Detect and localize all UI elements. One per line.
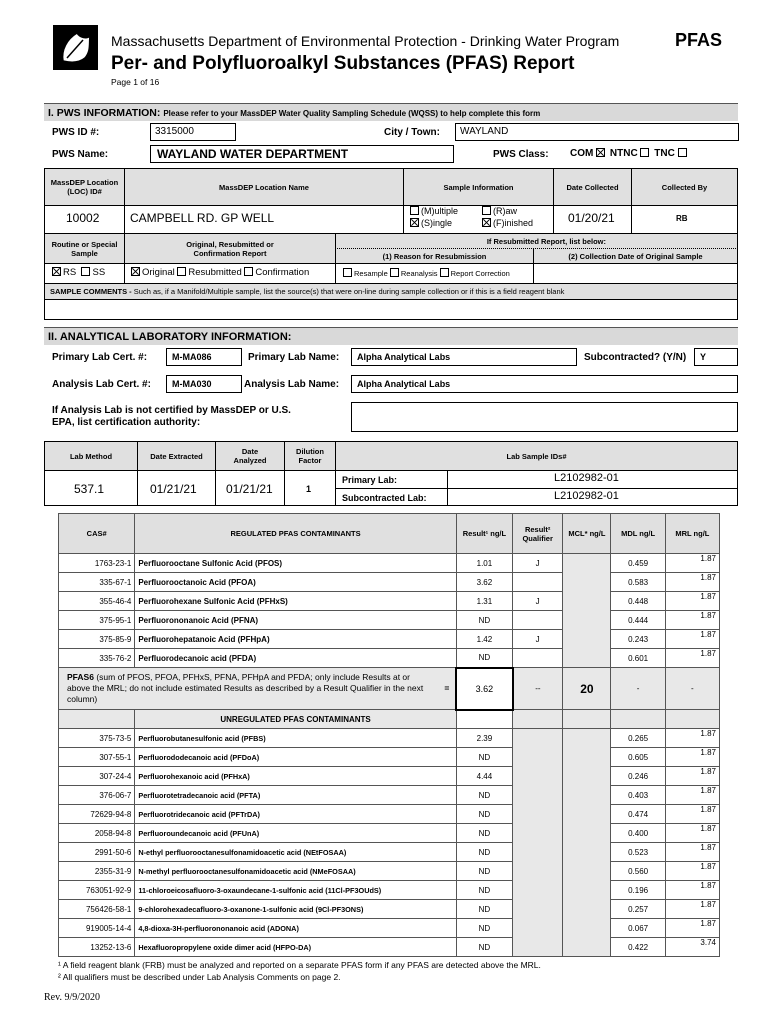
orig-date-header: (2) Collection Date of Original Sample [568, 251, 703, 261]
mdl-value: 0.583 [611, 573, 665, 592]
contaminant-name: 9-chlorohexadecafluoro-3-oxanone-1-sulfonic acid (9Cl-PF3ONS) [135, 900, 456, 919]
contaminant-name: Perfluorooctane Sulfonic Acid (PFOS) [135, 554, 456, 573]
resubmitted-header: If Resubmitted Report, list below: [486, 236, 606, 246]
result-value[interactable]: ND [456, 824, 512, 843]
original-label: Original [142, 267, 175, 278]
contaminant-name: Perfluoroundecanoic acid (PFUnA) [135, 824, 456, 843]
raw-checkbox[interactable] [482, 206, 491, 215]
unregulated-row [59, 767, 720, 786]
cas-number: 375-73-5 [59, 729, 135, 748]
multiple-label: (M)ultiple [421, 206, 459, 216]
pws-name-field[interactable] [150, 145, 454, 163]
reanalysis-checkbox[interactable] [390, 268, 399, 277]
pws-name-label: PWS Name: [52, 149, 109, 160]
leaf-icon [53, 25, 98, 70]
sample-multiple[interactable] [410, 206, 458, 216]
page-title: Per- and Polyfluoroalkyl Substances (PFAS) Report [111, 53, 575, 74]
unregulated-row [59, 843, 720, 862]
contaminant-name: Perfluorononanoic Acid (PFNA) [135, 611, 456, 630]
rs-checkbox[interactable] [52, 267, 61, 276]
sample-finished[interactable] [482, 218, 533, 228]
pfas6-mdl: - [611, 668, 665, 710]
pfas6-label: PFAS6 [67, 672, 94, 682]
mrl-value: 1.87 [665, 862, 719, 881]
cas-number: 376-06-7 [59, 786, 135, 805]
contaminant-name: N-ethyl perfluorooctanesulfonamidoacetic acid (NEtFOSAA) [135, 843, 456, 862]
date-analyzed-header: Date Analyzed [233, 447, 267, 465]
unregulated-row [59, 824, 720, 843]
class-tnc-label: TNC [654, 148, 675, 159]
cas-number: 72629-94-8 [59, 805, 135, 824]
pws-id-field[interactable] [150, 123, 236, 141]
rs-label: RS [63, 267, 77, 278]
mrl-value: 3.74 [665, 938, 719, 957]
contaminant-name: Perfluorododecanoic acid (PFDoA) [135, 748, 456, 767]
result-value[interactable]: ND [456, 900, 512, 919]
dilution-header: Dilution Factor [296, 447, 324, 465]
regulated-row [59, 592, 720, 611]
reason-header: (1) Reason for Resubmission [382, 251, 487, 261]
analysis-cert-value: M-MA030 [172, 379, 212, 389]
unregulated-row [59, 729, 720, 748]
cas-number: 307-55-1 [59, 748, 135, 767]
unregulated-header: UNREGULATED PFAS CONTAMINANTS [135, 710, 456, 729]
ss-label: SS [92, 267, 106, 278]
mdl-value: 0.560 [611, 862, 665, 881]
analysis-name-value: Alpha Analytical Labs [357, 379, 451, 389]
mrl-value: 1.87 [665, 630, 719, 649]
routine-header: Routine or Special Sample [51, 239, 118, 258]
contaminant-name: Perfluorodecanoic acid (PFDA) [135, 649, 456, 668]
pfas6-mcl: 20 [563, 668, 611, 710]
loc-name-value[interactable]: CAMPBELL RD. GP WELL [130, 211, 275, 225]
pws-class-label: PWS Class: [493, 149, 549, 160]
massdep-logo [53, 25, 98, 70]
class-ntnc-checkbox[interactable] [640, 148, 649, 157]
cas-number: 919005-14-4 [59, 919, 135, 938]
mdl-header: MDL ng/L [611, 514, 665, 554]
resample-label: Resample [354, 269, 388, 278]
cas-number: 13252-13-6 [59, 938, 135, 957]
date-extracted-value[interactable]: 01/21/21 [150, 482, 197, 496]
pws-class-options[interactable] [570, 148, 689, 159]
pfas6-result[interactable]: 3.62 [456, 668, 512, 710]
mrl-value: 1.87 [665, 573, 719, 592]
contaminant-name: Hexafluoropropylene oxide dimer acid (HFPO-DA) [135, 938, 456, 957]
unregulated-row [59, 938, 720, 957]
analysis-name-label: Analysis Lab Name: [244, 379, 340, 390]
mdl-value: 0.474 [611, 805, 665, 824]
resample-checkbox[interactable] [343, 268, 352, 277]
result-value[interactable]: 1.01 [456, 554, 512, 573]
mdl-value: 0.067 [611, 919, 665, 938]
unregulated-row [59, 862, 720, 881]
section-lab-header: II. ANALYTICAL LABORATORY INFORMATION: [44, 327, 738, 345]
finished-checkbox[interactable] [482, 218, 491, 227]
class-tnc-checkbox[interactable] [678, 148, 687, 157]
raw-label: (R)aw [493, 206, 517, 216]
result-value[interactable]: ND [456, 862, 512, 881]
mcl-cell [563, 729, 611, 957]
sub-lab-label: Subcontracted Lab: [342, 493, 427, 503]
finished-label: (F)inished [493, 218, 534, 228]
mdl-value: 0.400 [611, 824, 665, 843]
contaminant-name: Perfluorobutanesulfonic acid (PFBS) [135, 729, 456, 748]
cas-header: CAS# [59, 514, 135, 554]
contaminant-name: 11-chloroeicosafluoro-3-oxaundecane-1-sulfonic acid (11Cl-PF3OUdS) [135, 881, 456, 900]
results-table [58, 513, 720, 957]
mdl-value: 0.444 [611, 611, 665, 630]
cas-number: 307-24-4 [59, 767, 135, 786]
mrl-value: 1.87 [665, 919, 719, 938]
original-checkbox[interactable] [131, 267, 140, 276]
mdl-value: 0.257 [611, 900, 665, 919]
primary-cert-label: Primary Lab Cert. #: [52, 352, 148, 363]
qualifier-value[interactable]: J [513, 592, 563, 611]
contaminant-name: Perfluorohexane Sulfonic Acid (PFHxS) [135, 592, 456, 611]
mdl-value: 0.246 [611, 767, 665, 786]
ss-checkbox[interactable] [81, 267, 90, 276]
reason-options[interactable] [343, 268, 510, 278]
regulated-row [59, 630, 720, 649]
page-number: Page 1 of 16 [111, 77, 160, 87]
date-collected-header: Date Collected [566, 182, 619, 192]
pws-id-label: PWS ID #: [52, 127, 100, 138]
result-value[interactable]: ND [456, 649, 512, 668]
multiple-checkbox[interactable] [410, 206, 419, 215]
mrl-value: 1.87 [665, 786, 719, 805]
mcl-cell [563, 554, 611, 668]
mrl-value: 1.87 [665, 805, 719, 824]
cas-number: 375-85-9 [59, 630, 135, 649]
cas-number: 2058-94-8 [59, 824, 135, 843]
contaminant-name: Perfluorotetradecanoic acid (PFTA) [135, 786, 456, 805]
contaminant-name: Perfluorotridecanoic acid (PFTrDA) [135, 805, 456, 824]
result-value[interactable]: ND [456, 938, 512, 957]
routine-options[interactable] [52, 267, 105, 278]
report-type-options[interactable] [131, 267, 309, 278]
comments-title: SAMPLE COMMENTS - [50, 287, 132, 296]
mcl-header: MCL* ng/L [563, 514, 611, 554]
result-value[interactable]: ND [456, 611, 512, 630]
mrl-value: 1.87 [665, 767, 719, 786]
qualifier-value[interactable] [513, 573, 563, 592]
primary-name-field[interactable] [351, 348, 577, 366]
single-checkbox[interactable] [410, 218, 419, 227]
qualifier-value[interactable] [513, 649, 563, 668]
not-certified-label: If Analysis Lab is not certified by MassDEP or U.S. EPA, list certification authority: [52, 405, 291, 428]
qualifier-value[interactable]: J [513, 554, 563, 573]
subcontracted-field[interactable] [694, 348, 738, 366]
date-collected-value[interactable]: 01/20/21 [568, 211, 615, 225]
sub-lab-id[interactable]: L2102982-01 [554, 490, 619, 502]
qualifier-header: Result² Qualifier [513, 514, 563, 554]
subcontracted-value: Y [700, 352, 707, 362]
unregulated-row [59, 919, 720, 938]
unregulated-header-row [59, 710, 720, 729]
city-label: City / Town: [384, 127, 440, 138]
qualifier-value[interactable] [513, 611, 563, 630]
mdl-value: 0.196 [611, 881, 665, 900]
section-title: I. PWS INFORMATION: [48, 107, 161, 119]
subcontracted-label: Subcontracted? (Y/N) [584, 352, 687, 363]
mrl-value: 1.87 [665, 554, 719, 573]
unregulated-row [59, 748, 720, 767]
form-tag: PFAS [675, 30, 723, 50]
primary-lab-label: Primary Lab: [342, 475, 398, 485]
qualifier-cell [513, 729, 563, 957]
loc-name-header: MassDEP Location Name [219, 182, 309, 192]
analysis-cert-field[interactable] [166, 375, 242, 393]
primary-lab-id[interactable]: L2102982-01 [554, 472, 619, 484]
pfas6-qualifier: -- [513, 668, 563, 710]
analysis-name-field[interactable] [351, 375, 738, 393]
loc-id-value[interactable]: 10002 [66, 211, 100, 225]
regulated-row [59, 573, 720, 592]
mrl-value: 1.87 [665, 881, 719, 900]
sample-single[interactable] [410, 218, 452, 228]
lab-method-header: Lab Method [69, 451, 113, 461]
unregulated-row [59, 805, 720, 824]
cas-number: 1763-23-1 [59, 554, 135, 573]
contaminant-name: Perfluorooctanoic Acid (PFOA) [135, 573, 456, 592]
regulated-row [59, 611, 720, 630]
correction-checkbox[interactable] [440, 268, 449, 277]
mdl-value: 0.605 [611, 748, 665, 767]
date-analyzed-value[interactable]: 01/21/21 [226, 482, 273, 496]
mrl-value: 1.87 [665, 729, 719, 748]
unregulated-row [59, 786, 720, 805]
mrl-value: 1.87 [665, 611, 719, 630]
result-value[interactable]: ND [456, 919, 512, 938]
result-value[interactable]: 2.39 [456, 729, 512, 748]
city-field[interactable] [455, 123, 739, 141]
sample-ids-header: Lab Sample IDs# [506, 451, 567, 461]
collected-by-header: Collected By [661, 182, 708, 192]
date-extracted-header: Date Extracted [150, 451, 203, 461]
mrl-value: 1.87 [665, 748, 719, 767]
contaminant-name: N-methyl perfluorooctanesulfonamidoacetic acid (NMeFOSAA) [135, 862, 456, 881]
sample-comments-field[interactable] [45, 300, 737, 319]
mrl-value: 1.87 [665, 649, 719, 668]
mrl-value: 1.87 [665, 592, 719, 611]
primary-name-label: Primary Lab Name: [248, 352, 340, 363]
mdl-value: 0.523 [611, 843, 665, 862]
cas-number: 2991-50-6 [59, 843, 135, 862]
section-note: Please refer to your MassDEP Water Quality Sampling Schedule (WQSS) to help complete this form [163, 109, 541, 118]
mrl-header: MRL ng/L [665, 514, 719, 554]
cas-number: 2355-31-9 [59, 862, 135, 881]
confirmation-label: Confirmation [255, 267, 310, 278]
pws-id-value: 3315000 [155, 126, 194, 137]
unregulated-row [59, 900, 720, 919]
contaminant-name: Perfluorohepatanoic Acid (PFHpA) [135, 630, 456, 649]
pfas6-row [59, 668, 720, 710]
mdl-value: 0.243 [611, 630, 665, 649]
mrl-value: 1.87 [665, 824, 719, 843]
city-value: WAYLAND [460, 126, 509, 137]
loc-id-header: MassDEP Location (LOC) ID# [50, 178, 119, 196]
result-value[interactable]: 3.62 [456, 573, 512, 592]
class-com-label: COM [570, 148, 594, 159]
mrl-value: 1.87 [665, 843, 719, 862]
correction-label: Report Correction [450, 269, 510, 278]
original-header: Original, Resubmitted or Confirmation Report [186, 239, 274, 258]
cas-number: 763051-92-9 [59, 881, 135, 900]
result-value[interactable]: ND [456, 786, 512, 805]
cas-number: 335-76-2 [59, 649, 135, 668]
result-value[interactable]: 1.42 [456, 630, 512, 649]
mdl-value: 0.422 [611, 938, 665, 957]
result-value[interactable]: ND [456, 805, 512, 824]
pfas6-description: (sum of PFOS, PFOA, PFHxS, PFNA, PFHpA and PFDA; only include Results at or above the MRL; do not include estimated Results as described by a Result Qualifier in the next column) [67, 672, 424, 704]
analysis-cert-label: Analysis Lab Cert. #: [52, 379, 151, 390]
sample-raw[interactable] [482, 206, 517, 216]
cas-number: 756426-58-1 [59, 900, 135, 919]
cas-number: 355-46-4 [59, 592, 135, 611]
regulated-row [59, 554, 720, 573]
class-com-checkbox[interactable] [596, 148, 605, 157]
mdl-value: 0.403 [611, 786, 665, 805]
mdl-value: 0.448 [611, 592, 665, 611]
regulated-row [59, 649, 720, 668]
collected-by-value[interactable]: RB [676, 214, 688, 223]
primary-cert-value: M-MA086 [172, 352, 212, 362]
pfas6-mrl: - [665, 668, 719, 710]
mdl-value: 0.601 [611, 649, 665, 668]
pws-name-value: WAYLAND WATER DEPARTMENT [157, 147, 349, 161]
footnote-1: ¹ A field reagent blank (FRB) must be analyzed and reported on a separate PFAS form if any PFAS are detected above the MRL. [58, 960, 541, 970]
resubmitted-label: Resubmitted [188, 267, 242, 278]
result-value[interactable]: ND [456, 843, 512, 862]
regulated-header: REGULATED PFAS CONTAMINANTS [135, 514, 456, 554]
cas-number: 375-95-1 [59, 611, 135, 630]
resubmitted-checkbox[interactable] [177, 267, 186, 276]
result-value[interactable]: 4.44 [456, 767, 512, 786]
primary-name-value: Alpha Analytical Labs [357, 352, 451, 362]
confirmation-checkbox[interactable] [244, 267, 253, 276]
cert-authority-field[interactable] [351, 402, 738, 432]
section-pws-header [44, 103, 738, 121]
single-label: (S)ingle [421, 218, 453, 228]
sample-info-header: Sample Information [443, 182, 514, 192]
lab-method-value[interactable]: 537.1 [74, 482, 105, 496]
sample-comments-label [50, 287, 564, 296]
mdl-value: 0.459 [611, 554, 665, 573]
result-header: Result¹ ng/L [456, 514, 512, 554]
qualifier-value[interactable]: J [513, 630, 563, 649]
mdl-value: 0.265 [611, 729, 665, 748]
result-value[interactable]: ND [456, 748, 512, 767]
primary-cert-field[interactable] [166, 348, 242, 366]
dilution-value[interactable]: 1 [306, 484, 312, 494]
contaminant-name: 4,8-dioxa-3H-perfluorononanoic acid (ADONA) [135, 919, 456, 938]
reanalysis-label: Reanalysis [400, 269, 438, 278]
result-value[interactable]: ND [456, 881, 512, 900]
footnote-2: ² All qualifiers must be described under Lab Analysis Comments on page 2. [58, 972, 341, 982]
class-ntnc-label: NTNC [609, 148, 638, 159]
revision-date: Rev. 9/9/2020 [44, 992, 101, 1003]
cas-number: 335-67-1 [59, 573, 135, 592]
comments-note: Such as, if a Manifold/Multiple sample, list the source(s) that were on-line during sample collection or if this is a field reagent blank [133, 287, 565, 296]
agency-name: Massachusetts Department of Environmental Protection - Drinking Water Program [111, 33, 620, 49]
unregulated-row [59, 881, 720, 900]
result-value[interactable]: 1.31 [456, 592, 512, 611]
pfas6-equals: = [444, 683, 450, 693]
contaminant-name: Perfluorohexanoic acid (PFHxA) [135, 767, 456, 786]
mrl-value: 1.87 [665, 900, 719, 919]
